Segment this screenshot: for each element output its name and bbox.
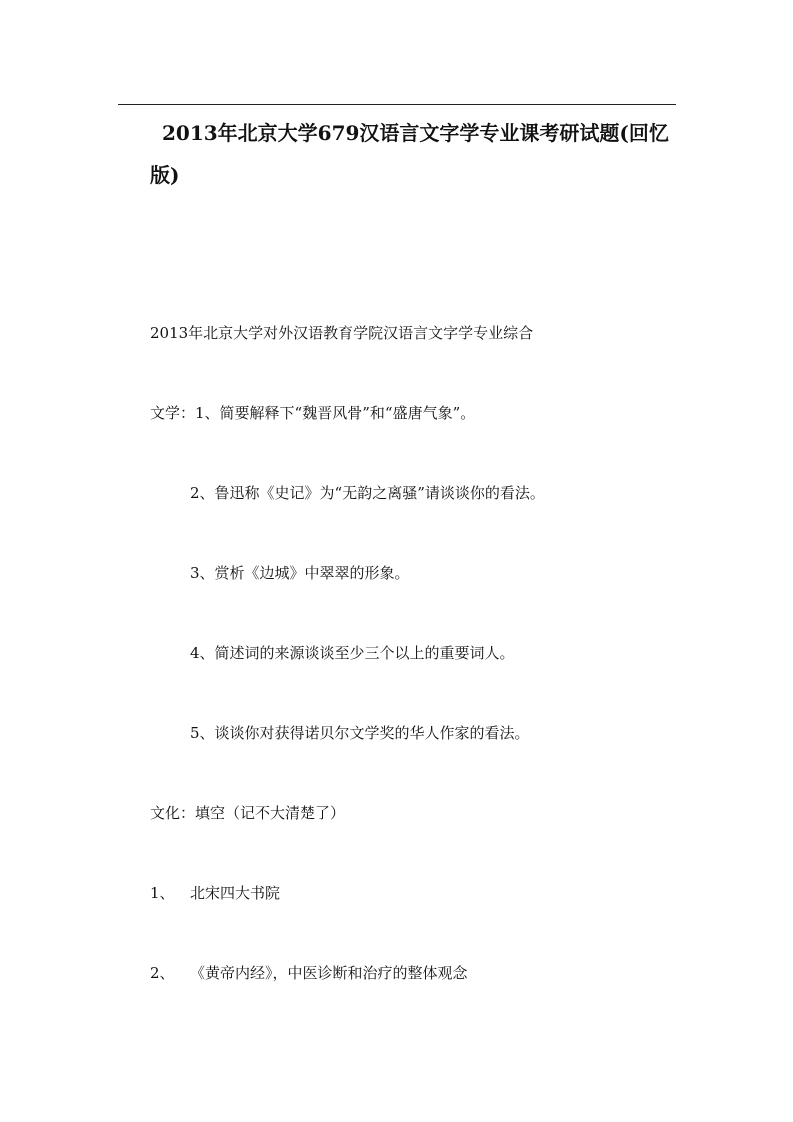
literature-question-3: 3、赏析《边城》中翠翠的形象。	[190, 564, 410, 582]
literature-label: 文学：	[150, 404, 196, 422]
literature-question-1	[150, 403, 475, 423]
culture-item-2	[150, 963, 468, 983]
culture-item-number: 1、	[150, 884, 175, 902]
culture-item-1	[150, 883, 280, 903]
intro-line: 2013年北京大学对外汉语教育学院汉语言文字学专业综合	[150, 324, 534, 342]
culture-item-number: 2、	[150, 964, 175, 982]
literature-question-4: 4、简述词的来源谈谈至少三个以上的重要词人。	[190, 644, 515, 662]
literature-question-2: 2、鲁迅称《史记》为“无韵之离骚”请谈谈你的看法。	[190, 484, 545, 502]
header-rule	[118, 104, 676, 105]
document-title: 2013年北京大学679汉语言文字学专业课考研试题(回忆版)	[150, 121, 669, 187]
culture-item-text: 北宋四大书院	[190, 884, 281, 902]
culture-item-text: 《黄帝内经》，中医诊断和治疗的整体观念	[190, 964, 468, 982]
culture-heading: 文化：填空（记不大清楚了）	[150, 804, 346, 822]
literature-question-5: 5、谈谈你对获得诺贝尔文学奖的华人作家的看法。	[190, 724, 530, 742]
question-text: 1、简要解释下“魏晋风骨”和“盛唐气象”。	[195, 404, 476, 422]
